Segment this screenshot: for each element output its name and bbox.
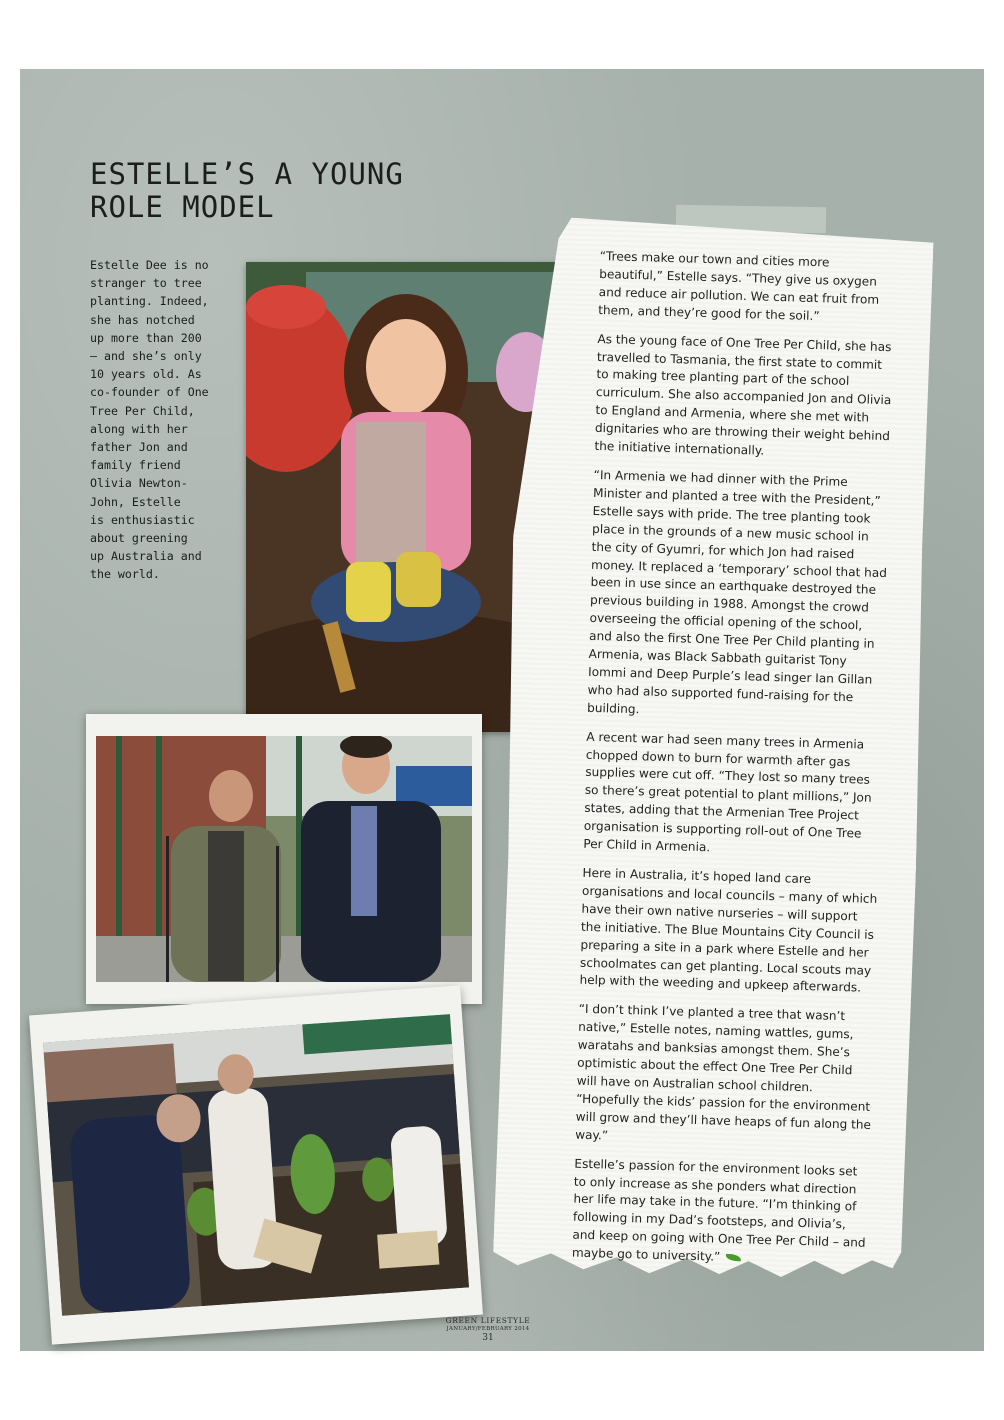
article-paragraph-1: “Trees make our town and cities more beautiful,” Estelle says. “They give us oxygen and reduce air pollution. We can eat fruit from them, and they’re good for the soil.” [598, 248, 880, 323]
page-footer [428, 1316, 548, 1344]
photo-speakers [86, 714, 482, 1004]
footer-issue-date: JANUARY/FEBRUARY 2014 [446, 1326, 530, 1332]
intro-text: Estelle Dee is no stranger to tree planting. Indeed, she has notched up more than 200 – and she’s only 10 years old. As co-founder of One Tree Per Child, along with her father Jon and family friend Olivia Newton- John, Estelle is enthusiastic about greening up Australia and the world. [90, 258, 209, 582]
headline [90, 158, 430, 224]
article-paragraph-3: “In Armenia we had dinner with the Prime Minister and planted a tree with the President,” Estelle says with pride. The tree planting took place in the grounds of a new music school in the city of Gyumri, for which Jon had raised money. It replaced a ‘temporary’ school that had been in use since an earthquake destroyed the previous building in 1988. Amongst the crowd overseeing the official opening of the school, and also the first One Tree Per Child planting in Armenia, was Black Sabbath guitarist Tony Iommi and Deep Purple’s lead singer Ian Gillan who had also supported fund-raising for the building. [586, 467, 888, 717]
leaf-icon [726, 1254, 741, 1261]
article-paragraph-5: Here in Australia, it’s hoped land care organisations and local councils – many of which have their own native nurseries – will support the initiative. The Blue Mountains City Council is preparing a site in a park where Estelle and her schoolmates can get planting. Local scouts may help with the weeding and upkeep afterwards. [579, 865, 878, 996]
article-paragraph-4: A recent war had seen many trees in Armenia chopped down to burn for warmth after gas supplies were cut off. “They lost so many trees so there’s great potential to plant millions,” Jon states, adding that the Armenian Tree Project organisation is supporting roll-out of One Tree Per Child in Armenia. [583, 729, 872, 855]
footer-magazine-name: GREEN LIFESTYLE [445, 1316, 531, 1325]
headline-line-1: ESTELLE’S A YOUNG [90, 157, 404, 191]
headline-line-2: ROLE MODEL [90, 190, 275, 224]
photo-tree-planting-ceremony [29, 985, 483, 1344]
article-paragraph-6: “I don’t think I’ve planted a tree that wasn’t native,” Estelle notes, naming wattles, gums, waratahs and banksias amongst them. She’s optimistic about the effect One Tree Per Child will have on Australian school children. “Hopefully the kids’ passion for the environment will grow and they’ll have heaps of fun along the way.” [575, 1002, 872, 1143]
article-paragraph-7-text: Estelle’s passion for the environment looks set to only increase as she ponders what direction her life may take in the future. “I’m thinking of following in my Dad’s footsteps, and Olivia’s, and keep on going with One Tree Per Child – and maybe go to university.” [571, 1156, 866, 1264]
photo-tree-planting-ceremony-image [43, 1014, 469, 1316]
article-paragraph-2: As the young face of One Tree Per Child, she has travelled to Tasmania, the first state to commit to making tree planting part of the school curriculum. She also accompanied Jon and Olivia to England and Armenia, where she met with dignitaries who are throwing their weight behind the initiative internationally. [594, 331, 892, 458]
article-paragraph-7 [572, 1155, 871, 1271]
footer-page-number: 31 [482, 1333, 494, 1343]
photo-speakers-image [96, 736, 472, 982]
article-body [571, 248, 896, 1282]
